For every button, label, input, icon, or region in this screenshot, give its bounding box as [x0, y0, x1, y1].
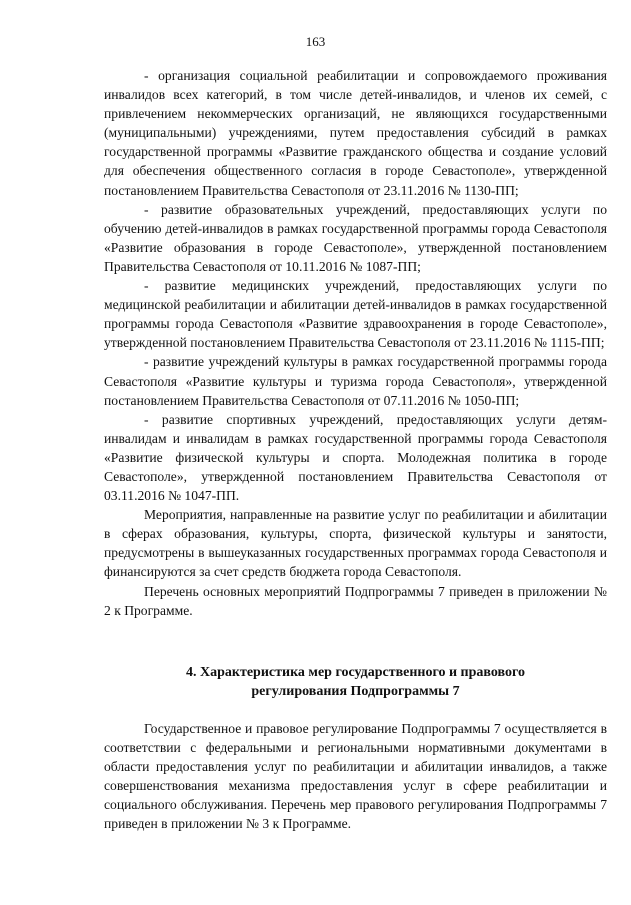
paragraph-medical: - развитие медицинских учреждений, предоставляющих услуги по медицинской реабилитации и абилитации детей-инвалидов в рамках государственной программы города Севастополя «Развитие здравоохранения в городе Севастополе», утвержденной постановлением Правительства Севастополя от 23.11.2016 № 1115-ПП; [104, 278, 607, 351]
section-heading [104, 663, 607, 701]
paragraph-regulation: Государственное и правовое регулирование Подпрограммы 7 осуществляется в соответствии с федеральными и региональными нормативными документами в области предоставления услуг по реабилитации и абилитации инвалидов, а также совершенствования механизма предоставления услуг в сфере реабилитации и социального обслуживания. Перечень мер правового регулирования Подпрограммы 7 приведен в приложении № 3 к Программе. [104, 721, 607, 832]
paragraph-sport: - развитие спортивных учреждений, предоставляющих услуги детям-инвалидам и инвалидам в рамках государственной программы города Севастополя «Развитие физической культуры и спорта. Молодежная политика в городе Севастополе», утвержденной постановлением Правительства Севастополя от 03.11.2016 № 1047-ПП. [104, 411, 607, 504]
paragraph-list-reference: Перечень основных мероприятий Подпрограммы 7 приведен в приложении № 2 к Программе. [104, 583, 607, 618]
paragraph-measures: Мероприятия, направленные на развитие услуг по реабилитации и абилитации в сферах образования, культуры, спорта, физической культуры и занятости, предусмотрены в вышеуказанных государственных программах города Севастополя и финансируются за счет средств бюджета города Севастополя. [104, 507, 607, 580]
paragraph-social-rehabilitation: - организация социальной реабилитации и сопровождаемого проживания инвалидов всех категорий, в том числе детей-инвалидов, и членов их семей, с привлечением некоммерческих организаций, не являющихся государственными (муниципальными) учреждениями, путем предоставления субсидий в рамках государственной программы «Развитие гражданского общества и создание условий для обеспечения общественного согласия в городе Севастополе», утвержденной постановлением Правительства Севастополя от 23.11.2016 № 1130-ПП; [104, 68, 607, 198]
paragraph-education: - развитие образовательных учреждений, предоставляющих услуги по обучению детей-инвалидов в рамках государственной программы города Севастополя «Развитие образования в городе Севастополе», утвержденной постановлением Правительства Севастополя от 10.11.2016 № 1087-ПП; [104, 201, 607, 274]
document-body [104, 66, 607, 620]
page-number: 163 [305, 34, 326, 49]
section-heading-line-2: регулирования Подпрограммы 7 [251, 684, 460, 699]
paragraph-culture: - развитие учреждений культуры в рамках государственной программы города Севастополя «Развитие культуры и туризма города Севастополя», утвержденной постановлением Правительства Севастополя от 07.11.2016 № 1050-ПП; [104, 354, 607, 408]
section-heading-line-1: 4. Характеристика мер государственного и правового [186, 665, 525, 680]
section-body [104, 719, 607, 834]
